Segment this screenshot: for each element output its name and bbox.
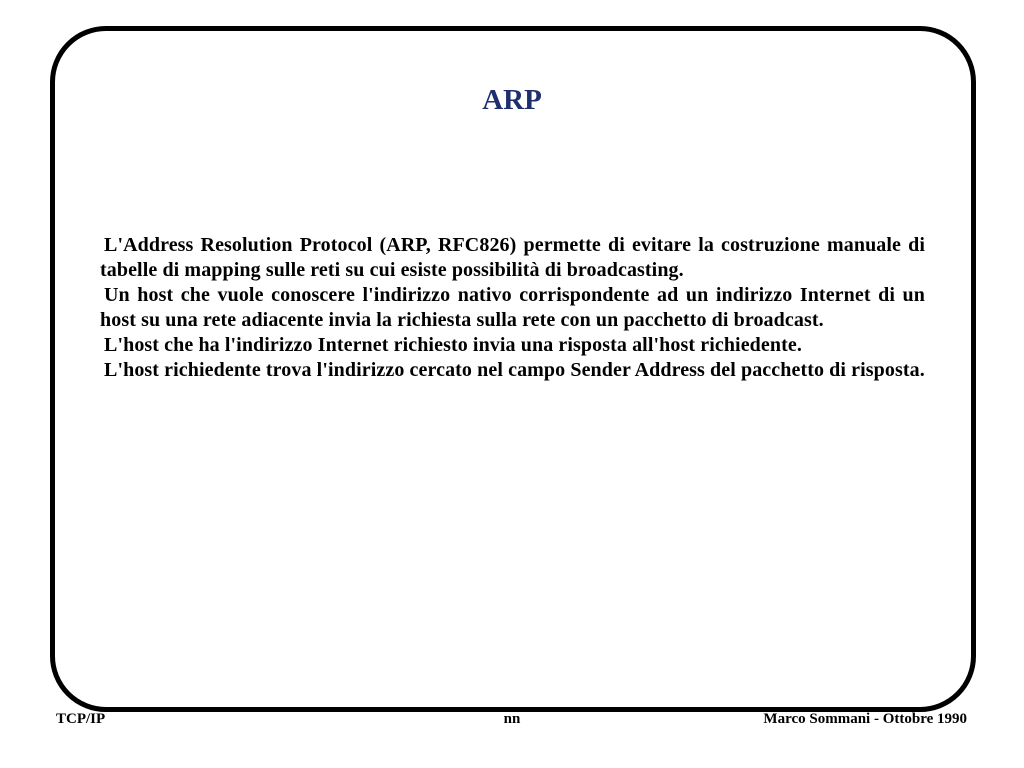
paragraph-arp-request: Un host che vuole conoscere l'indirizzo nativo corrispondente ad un indirizzo Internet di un host su una rete adiacente invia la richiesta sulla rete con un pacchetto di broadcast. [100,284,925,331]
paragraph-arp-definition: L'Address Resolution Protocol (ARP, RFC826) permette di evitare la costruzione manuale di tabelle di mapping sulle reti su cui esiste possibilità di broadcasting. [100,234,925,281]
footer-author-date: Marco Sommani - Ottobre 1990 [763,711,967,727]
paragraph-arp-reply: L'host che ha l'indirizzo Internet richiesto invia una risposta all'host richiedente. [104,334,802,356]
slide-title: ARP [482,84,542,116]
paragraph-sender-address: L'host richiedente trova l'indirizzo cercato nel campo Sender Address del pacchetto di risposta. [104,359,925,381]
footer-course-label: TCP/IP [56,711,106,727]
footer-page-number: nn [503,711,521,727]
slide-body [100,233,925,383]
